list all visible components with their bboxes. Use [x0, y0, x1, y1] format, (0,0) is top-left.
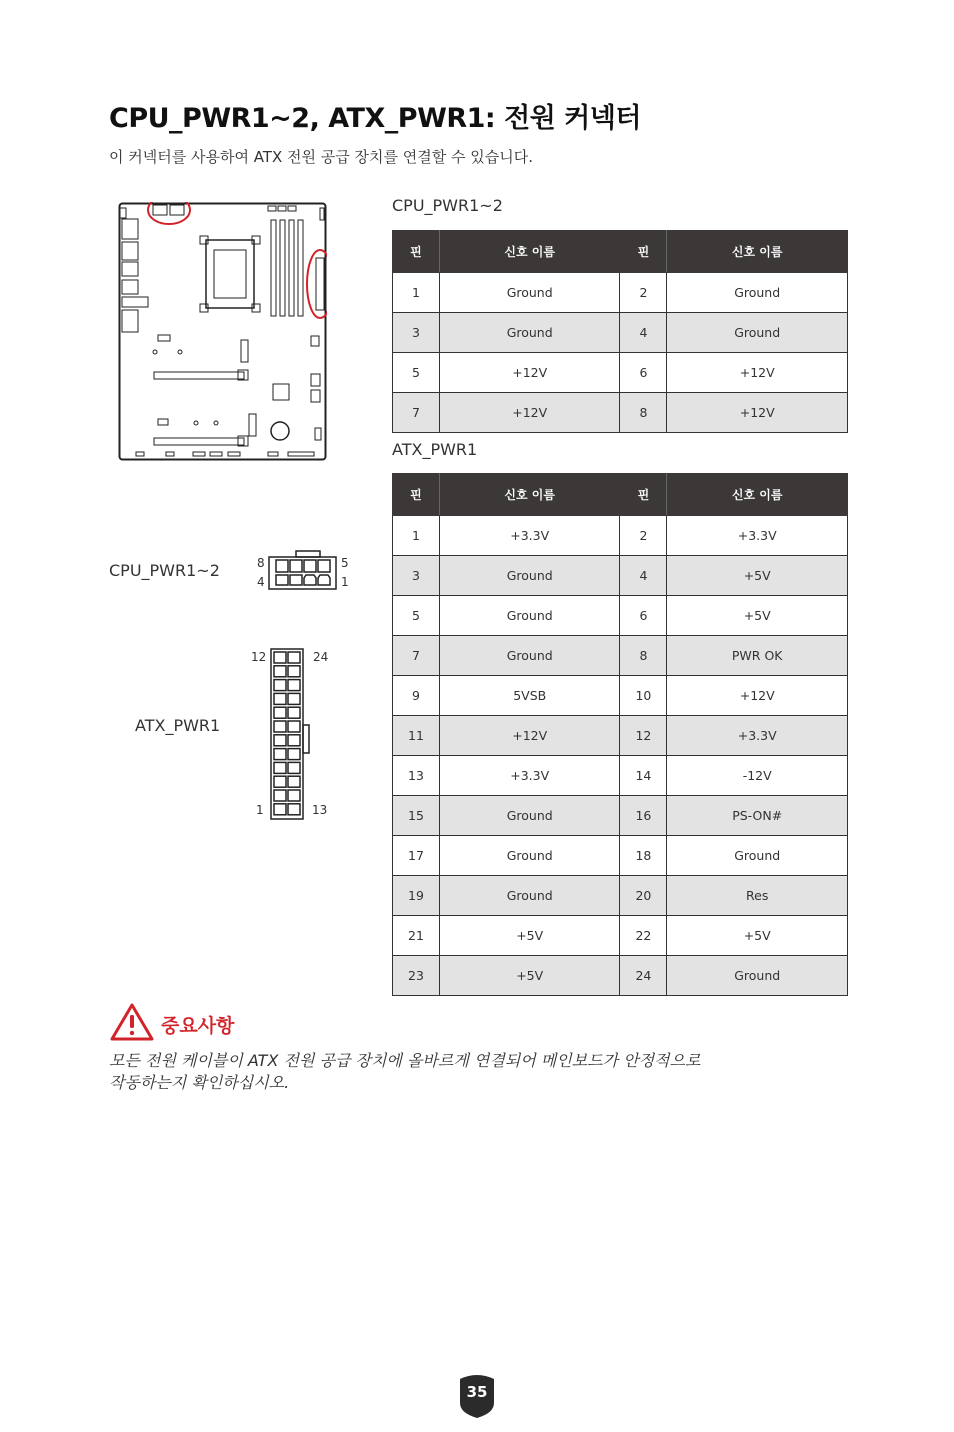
table-row	[393, 956, 848, 996]
pin-cell: 1	[393, 516, 440, 556]
signal-cell: +12V	[439, 393, 620, 433]
motherboard-diagram	[118, 202, 327, 461]
signal-cell: +5V	[439, 956, 620, 996]
table-header-row	[393, 474, 848, 516]
important-text-line: 작동하는지 확인하십시오.	[109, 1073, 290, 1092]
pin-cell: 16	[620, 796, 667, 836]
signal-cell: +12V	[439, 353, 620, 393]
signal-cell: Ground	[667, 273, 848, 313]
pin-cell: 14	[620, 756, 667, 796]
table-row	[393, 313, 848, 353]
signal-cell: +12V	[667, 676, 848, 716]
table-row	[393, 916, 848, 956]
page-number: 35	[466, 1383, 488, 1401]
table-row	[393, 836, 848, 876]
signal-cell: 5VSB	[439, 676, 620, 716]
pin-cell: 2	[620, 516, 667, 556]
signal-cell: +3.3V	[439, 756, 620, 796]
cpu-pin-5: 5	[341, 556, 349, 570]
pin-cell: 6	[620, 353, 667, 393]
signal-cell: Ground	[439, 273, 620, 313]
atx-connector-label: ATX_PWR1	[135, 716, 221, 735]
table-row	[393, 393, 848, 433]
signal-cell: Ground	[439, 876, 620, 916]
signal-cell: Ground	[439, 836, 620, 876]
pin-cell: 2	[620, 273, 667, 313]
signal-cell: PWR OK	[667, 636, 848, 676]
signal-cell: +12V	[667, 353, 848, 393]
table-row	[393, 796, 848, 836]
signal-cell: Ground	[667, 836, 848, 876]
header-signal: 신호 이름	[667, 231, 848, 273]
header-pin: 핀	[620, 474, 667, 516]
cpu-pin-8: 8	[257, 556, 265, 570]
atx-pin-13: 13	[312, 803, 328, 817]
signal-cell: +3.3V	[439, 516, 620, 556]
pin-cell: 22	[620, 916, 667, 956]
signal-cell: Ground	[667, 956, 848, 996]
header-pin: 핀	[393, 474, 440, 516]
table-row	[393, 756, 848, 796]
signal-cell: +5V	[439, 916, 620, 956]
pin-cell: 4	[620, 313, 667, 353]
cpu-connector-label: CPU_PWR1~2	[109, 561, 220, 580]
signal-cell: +3.3V	[667, 716, 848, 756]
cpu-table-label: CPU_PWR1~2	[392, 196, 503, 215]
important-text-line: 모든 전원 케이블이 ATX 전원 공급 장치에 올바르게 연결되어 메인보드가 안정적으로	[109, 1051, 701, 1070]
pin-cell: 10	[620, 676, 667, 716]
pin-cell: 3	[393, 556, 440, 596]
signal-cell: +5V	[667, 596, 848, 636]
table-row	[393, 876, 848, 916]
signal-cell: PS-ON#	[667, 796, 848, 836]
atx-pin-12: 12	[251, 650, 267, 664]
page-subtitle: 이 커넥터를 사용하여 ATX 전원 공급 장치를 연결할 수 있습니다.	[109, 148, 533, 166]
signal-cell: Res	[667, 876, 848, 916]
signal-cell: +12V	[667, 393, 848, 433]
signal-cell: +3.3V	[667, 516, 848, 556]
pin-cell: 18	[620, 836, 667, 876]
pin-cell: 21	[393, 916, 440, 956]
pin-cell: 19	[393, 876, 440, 916]
signal-cell: Ground	[439, 556, 620, 596]
pin-cell: 12	[620, 716, 667, 756]
pin-cell: 9	[393, 676, 440, 716]
signal-cell: Ground	[439, 796, 620, 836]
header-signal: 신호 이름	[439, 231, 620, 273]
table-row	[393, 556, 848, 596]
atx-pin-24: 24	[313, 650, 329, 664]
table-header-row	[393, 231, 848, 273]
cpu-pwr-table	[392, 230, 848, 433]
signal-cell: Ground	[439, 636, 620, 676]
table-row	[393, 516, 848, 556]
table-row	[393, 353, 848, 393]
header-signal: 신호 이름	[439, 474, 620, 516]
pin-cell: 8	[620, 636, 667, 676]
cpu-connector-diagram	[268, 548, 338, 592]
pin-cell: 11	[393, 716, 440, 756]
pin-cell: 5	[393, 596, 440, 636]
page-title: CPU_PWR1~2, ATX_PWR1: 전원 커넥터	[109, 103, 641, 134]
table-row	[393, 273, 848, 313]
table-row	[393, 636, 848, 676]
atx-pwr-table	[392, 473, 848, 996]
header-pin: 핀	[620, 231, 667, 273]
pin-cell: 7	[393, 393, 440, 433]
cpu-pin-1: 1	[341, 575, 349, 589]
pin-cell: 24	[620, 956, 667, 996]
table-row	[393, 676, 848, 716]
warning-icon	[109, 1002, 155, 1042]
signal-cell: Ground	[439, 596, 620, 636]
signal-cell: +12V	[439, 716, 620, 756]
signal-cell: Ground	[439, 313, 620, 353]
pin-cell: 13	[393, 756, 440, 796]
signal-cell: Ground	[667, 313, 848, 353]
pin-cell: 6	[620, 596, 667, 636]
cpu-pin-4: 4	[257, 575, 265, 589]
header-signal: 신호 이름	[667, 474, 848, 516]
signal-cell: +5V	[667, 556, 848, 596]
signal-cell: +5V	[667, 916, 848, 956]
pin-cell: 20	[620, 876, 667, 916]
pin-cell: 7	[393, 636, 440, 676]
pin-cell: 8	[620, 393, 667, 433]
pin-cell: 23	[393, 956, 440, 996]
atx-pin-1: 1	[256, 803, 264, 817]
pin-cell: 3	[393, 313, 440, 353]
pin-cell: 4	[620, 556, 667, 596]
pin-cell: 1	[393, 273, 440, 313]
atx-connector-diagram	[270, 645, 320, 821]
signal-cell: -12V	[667, 756, 848, 796]
important-title: 중요사항	[161, 1015, 235, 1037]
pin-cell: 17	[393, 836, 440, 876]
table-row	[393, 596, 848, 636]
table-row	[393, 716, 848, 756]
pin-cell: 15	[393, 796, 440, 836]
important-text	[109, 1050, 809, 1094]
pin-cell: 5	[393, 353, 440, 393]
atx-table-label: ATX_PWR1	[392, 440, 478, 459]
header-pin: 핀	[393, 231, 440, 273]
